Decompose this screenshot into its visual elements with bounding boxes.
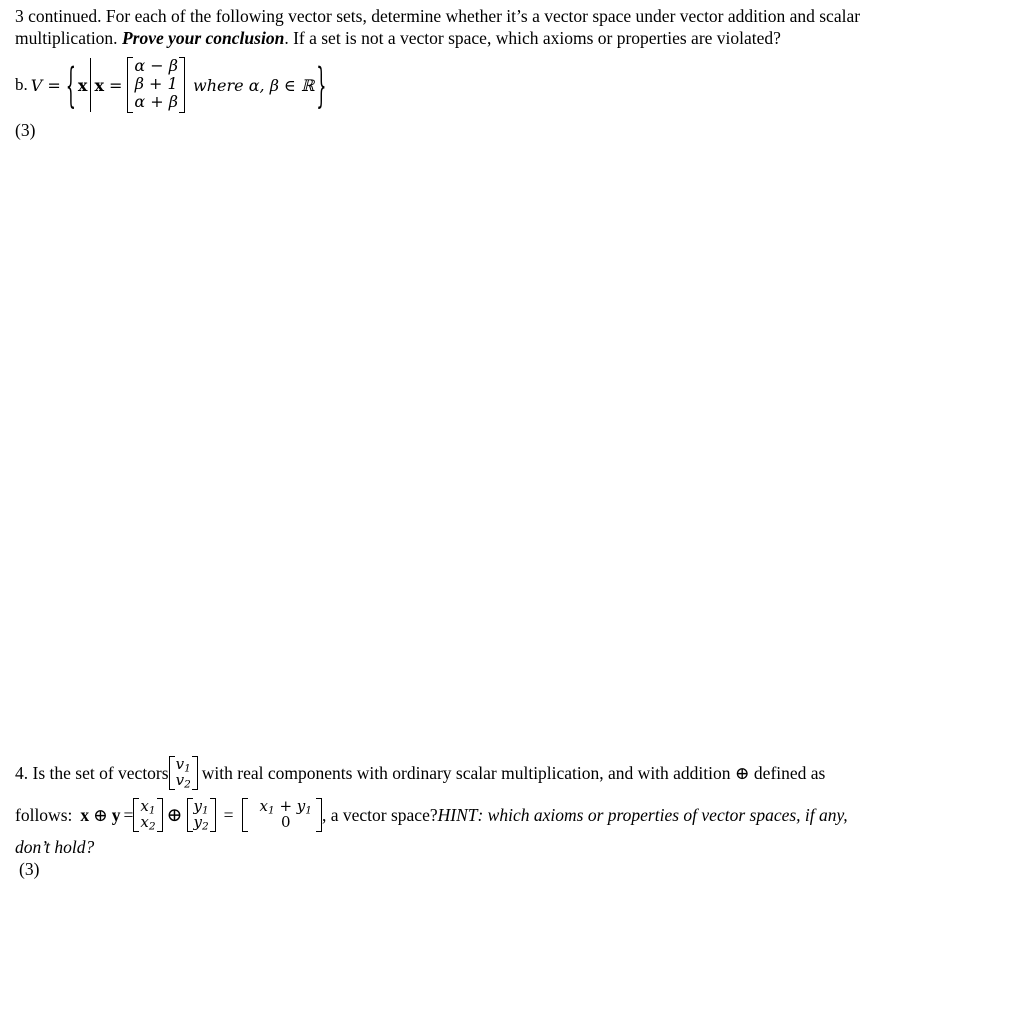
- matrix-row: $v_2$: [175, 771, 191, 791]
- set-condition: where α, β ∈ ℝ: [193, 75, 315, 95]
- q4-question: , a vector space?: [321, 804, 438, 825]
- q4-text-b: with real components with ordinary scalar multiplication, and with addition ⊕ defined as: [201, 762, 826, 783]
- matrix-row: $x_1 + y_1$: [259, 797, 312, 817]
- prove-emphasis: Prove your conclusion: [121, 28, 285, 48]
- q3-intro-line2: [15, 28, 781, 49]
- q4-follows: follows:: [15, 804, 73, 825]
- such-that-bar: [90, 58, 91, 112]
- matrix-row: $x_2$: [140, 813, 156, 833]
- matrix-row: $v_1$: [175, 755, 191, 775]
- y-symbol: y: [111, 804, 121, 825]
- q4-text-a: 4. Is the set of vectors: [15, 762, 169, 783]
- oplus-icon: ⊕: [166, 804, 183, 826]
- q3-part-b-equation: [15, 55, 326, 115]
- hint-text: : which axioms or properties of vector spaces, if any,: [477, 804, 848, 825]
- vector-v-matrix: [133, 58, 179, 112]
- right-bracket-icon: [157, 798, 163, 832]
- right-bracket-icon: [192, 756, 198, 790]
- vector-v1v2-matrix: [175, 757, 192, 789]
- right-bracket-icon: [210, 798, 216, 832]
- q3-points: (3): [15, 120, 36, 140]
- y-matrix: [193, 799, 210, 831]
- right-bracket-icon: [179, 57, 185, 113]
- q4-line1: [15, 753, 825, 793]
- matrix-row: β + 1: [134, 74, 178, 93]
- equals-sign-2: =: [109, 75, 123, 95]
- x-symbol: x: [80, 804, 90, 825]
- element-x-def: x: [94, 75, 104, 95]
- matrix-row: α + β: [134, 92, 179, 111]
- x-matrix: [139, 799, 156, 831]
- left-brace-icon: {: [65, 57, 76, 113]
- matrix-row: 0: [280, 813, 291, 831]
- q4-points: (3): [19, 859, 40, 879]
- equals-sign: =: [123, 804, 134, 825]
- matrix-row: $y_2$: [193, 813, 209, 833]
- sum-result-matrix: [248, 799, 316, 831]
- set-name: V: [30, 75, 43, 95]
- q3-intro-line1: 3 continued. For each of the following vector sets, determine whether it’s a vector space under vector addition and scalar: [15, 6, 861, 26]
- part-b-label: b.: [15, 75, 28, 94]
- right-brace-icon: }: [316, 57, 327, 113]
- matrix-row: $y_1$: [193, 797, 209, 817]
- q4-line3: don’t hold?: [15, 837, 95, 857]
- matrix-row: α − β: [134, 56, 179, 75]
- q4-line2: [15, 795, 848, 835]
- oplus-icon: ⊕: [93, 804, 108, 825]
- equals-sign-2: =: [223, 804, 234, 825]
- q3-intro-text: multiplication.: [15, 28, 122, 48]
- q3-intro-text-rest: . If a set is not a vector space, which axioms or properties are violated?: [284, 28, 781, 48]
- element-x: x: [77, 75, 88, 95]
- equals-sign: =: [47, 75, 61, 95]
- hint-label: HINT: [437, 804, 478, 825]
- matrix-row: $x_1$: [140, 797, 156, 817]
